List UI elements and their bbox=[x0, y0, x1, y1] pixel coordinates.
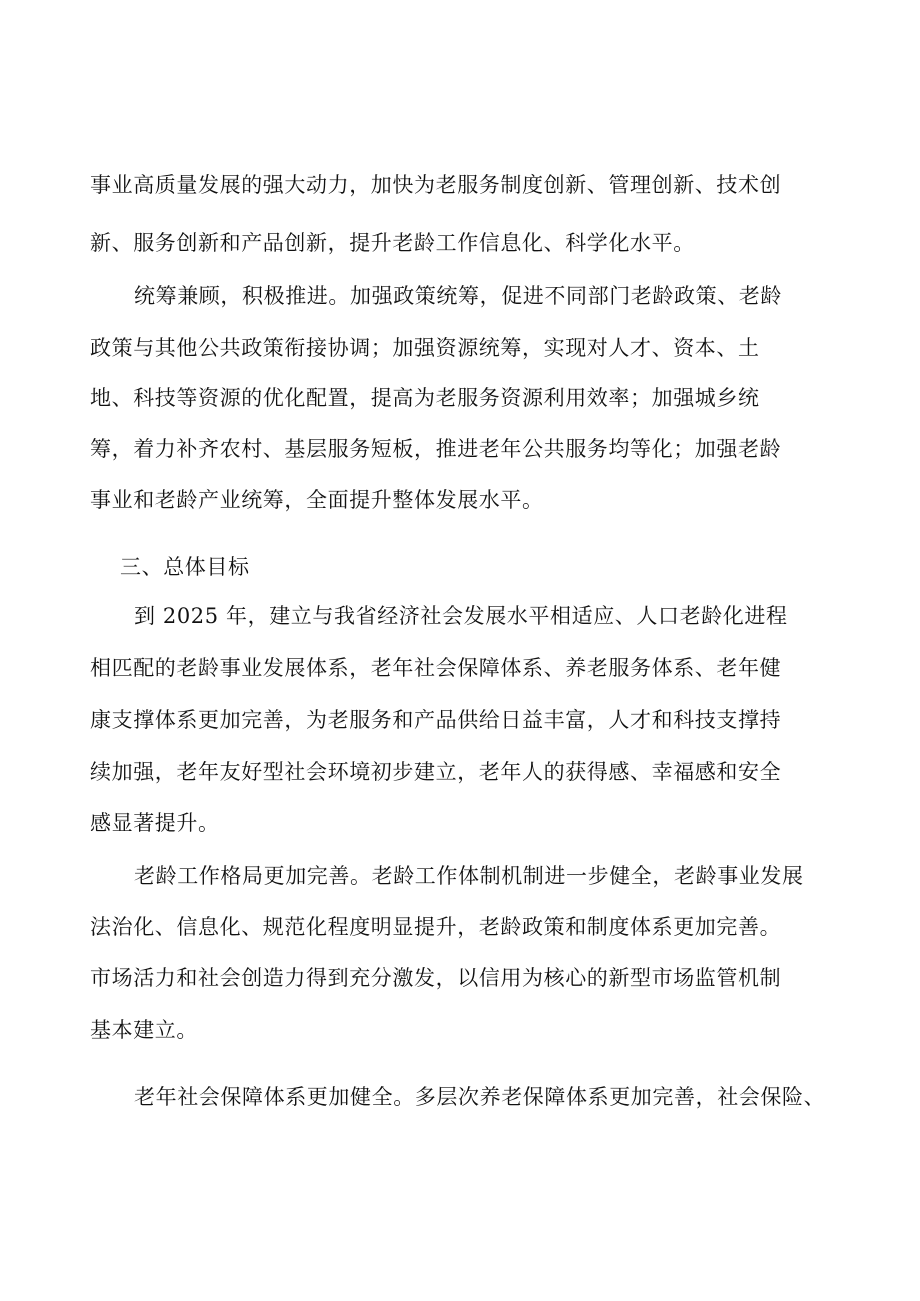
paragraph-3-line-4: 续加强，老年友好型社会环境初步建立，老年人的获得感、幸福感和安全 bbox=[90, 760, 782, 784]
paragraph-2-line-1: 统筹兼顾，积极推进。加强政策统筹，促进不同部门老龄政策、老龄 bbox=[134, 284, 782, 308]
paragraph-1-line-1: 事业高质量发展的强大动力，加快为老服务制度创新、管理创新、技术创 bbox=[90, 173, 782, 197]
paragraph-3-line-3: 康支撑体系更加完善，为老服务和产品供给日益丰富，人才和科技支撑持 bbox=[90, 708, 782, 732]
paragraph-2-line-4: 筹，着力补齐农村、基层服务短板，推进老年公共服务均等化；加强老龄 bbox=[90, 437, 782, 461]
section-heading: 三、总体目标 bbox=[120, 555, 250, 579]
paragraph-4-line-2: 法治化、信息化、规范化程度明显提升，老龄政策和制度体系更加完善。 bbox=[90, 915, 782, 939]
paragraph-2-line-3: 地、科技等资源的优化配置，提高为老服务资源利用效率；加强城乡统 bbox=[90, 386, 760, 410]
paragraph-3-line-2: 相匹配的老龄事业发展体系，老年社会保障体系、养老服务体系、老年健 bbox=[90, 656, 782, 680]
paragraph-3-line-5: 感显著提升。 bbox=[90, 811, 220, 835]
paragraph-4-line-4: 基本建立。 bbox=[90, 1018, 198, 1042]
paragraph-4-line-3: 市场活力和社会创造力得到充分激发，以信用为核心的新型市场监管机制 bbox=[90, 966, 782, 990]
paragraph-5-line-1: 老年社会保障体系更加健全。多层次养老保障体系更加完善，社会保险、 bbox=[134, 1085, 826, 1109]
paragraph-1-line-2: 新、服务创新和产品创新，提升老龄工作信息化、科学化水平。 bbox=[90, 231, 695, 255]
paragraph-4-line-1: 老龄工作格局更加完善。老龄工作体制机制进一步健全，老龄事业发展 bbox=[134, 864, 804, 888]
paragraph-3-line-1: 到 2025 年，建立与我省经济社会发展水平相适应、人口老龄化进程 bbox=[134, 604, 788, 628]
paragraph-2-line-5: 事业和老龄产业统筹，全面提升整体发展水平。 bbox=[90, 488, 544, 512]
paragraph-2-line-2: 政策与其他公共政策衔接协调；加强资源统筹，实现对人才、资本、土 bbox=[90, 336, 760, 360]
